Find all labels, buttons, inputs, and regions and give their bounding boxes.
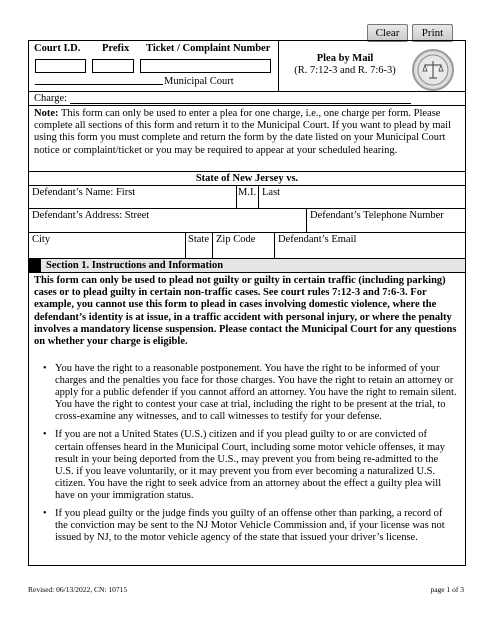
plea-title-block (279, 41, 411, 92)
first-name-label: Defendant’s Name: First (32, 187, 136, 198)
prefix-label: Prefix (102, 43, 130, 54)
ticket-label: Ticket / Complaint Number (146, 43, 271, 54)
phone-label: Defendant’s Telephone Number (310, 210, 444, 221)
list-item: • If you plead guilty or the judge finds you guilty of an offense other than parking, a record of the conviction may be sent to the NJ Motor Vehicle Commission and, if your license was not issued by NJ, to the motor vehicle agency of the state that issued your driver’s license. (41, 508, 457, 544)
section1-header (29, 259, 465, 273)
court-id-label: Court I.D. (34, 43, 81, 54)
state-field[interactable] (186, 233, 213, 258)
scales-of-justice-icon (414, 51, 452, 89)
court-id-input[interactable] (35, 59, 86, 73)
section1-title: Section 1. Instructions and Information (46, 260, 224, 271)
first-name-field[interactable] (29, 186, 237, 208)
municipal-court-input[interactable] (35, 84, 163, 85)
clear-button[interactable]: Clear (367, 24, 408, 42)
municipal-court-label: Municipal Court (164, 76, 234, 87)
section1-body (29, 273, 465, 565)
court-id-block (29, 41, 279, 91)
city-row (29, 233, 465, 259)
state-header: State of New Jersey vs. (195, 173, 299, 184)
page-number: page 1 of 3 (430, 585, 464, 594)
last-name-label: Last (262, 187, 281, 198)
plea-title: Plea by Mail (316, 53, 374, 64)
plea-form (28, 40, 466, 566)
instructions-list (41, 363, 457, 550)
note-body: This form can only be used to enter a plea for one charge, i.e., one charge per form. Please complete all sections of this form and return it to the Municipal Court. If you want to plead by mail using this form you must complete and return the form by the date listed on your Municipal Court notice or complaint/ticket or you may be required to appear at your scheduled hearing. (34, 108, 451, 156)
email-label: Defendant’s Email (278, 234, 357, 245)
list-item: • You have the right to a reasonable postponement. You have the right to be informed of your charges and the penalties you face for those charges. You have the right to retain an attorney or apply for a public defender if you cannot afford an attorney. You have the right to remain silent. You have the right to contest your case at trial, including the right to be present at the trial, to cross-examine any witnesses, and to call witnesses to testify for your defense. (41, 363, 457, 423)
zip-label: Zip Code (216, 234, 256, 245)
address-label: Defendant’s Address: Street (32, 210, 150, 221)
court-seal (412, 49, 454, 91)
mi-field[interactable] (237, 186, 259, 208)
list-item: • If you are not a United States (U.S.) citizen and if you plead guilty to or are convicted of certain offenses heard in the Municipal Court, including some motor vehicle offenses, it may result in your being deported from the U.S., may prevent you from being re-admitted to the U.S. if you leave voluntarily, or it may prevent you from ever becoming a naturalized U.S. citizen. You have the right to seek advice from an attorney about the effect a guilty plea will have on your immigration status. (41, 429, 457, 502)
revision-note: Revised: 06/13/2022, CN: 10715 (28, 585, 128, 594)
city-field[interactable] (29, 233, 186, 258)
phone-field[interactable] (307, 209, 465, 232)
address-row (29, 209, 465, 233)
prefix-input[interactable] (92, 59, 134, 73)
charge-row (29, 92, 465, 106)
city-label: City (32, 234, 51, 245)
name-row (29, 186, 465, 209)
charge-label: Charge: (34, 93, 68, 104)
section1-intro: This form can only be used to plead not guilty or guilty in certain traffic (including parking) cases or to plead guilty in certain non-traffic cases. See court rules 7:12-3 and 7:6-3. For example, you cannot use this form to plead in cases involving domestic violence, where the defendant’s identity is at issue, in a traffic accident with personal injury, or where the penalty involves a mandatory license suspension. Please contact the Municipal Court for any questions on whether your charge is eligible. (34, 275, 457, 348)
email-field[interactable] (275, 233, 465, 258)
section-marker (29, 259, 41, 272)
print-button[interactable]: Print (412, 24, 453, 42)
address-field[interactable] (29, 209, 307, 232)
state-label: State (188, 234, 209, 245)
last-name-field[interactable] (259, 186, 465, 208)
note-row (29, 106, 465, 172)
mi-label: M.I. (238, 187, 257, 198)
plea-rules: (R. 7:12-3 and R. 7:6-3) (294, 65, 396, 76)
header-row (29, 41, 465, 92)
state-header-row (29, 172, 465, 186)
charge-input[interactable] (70, 103, 411, 104)
note-label: Note: (34, 108, 59, 119)
note-text (34, 108, 459, 157)
ticket-number-input[interactable] (140, 59, 271, 73)
zip-field[interactable] (213, 233, 275, 258)
